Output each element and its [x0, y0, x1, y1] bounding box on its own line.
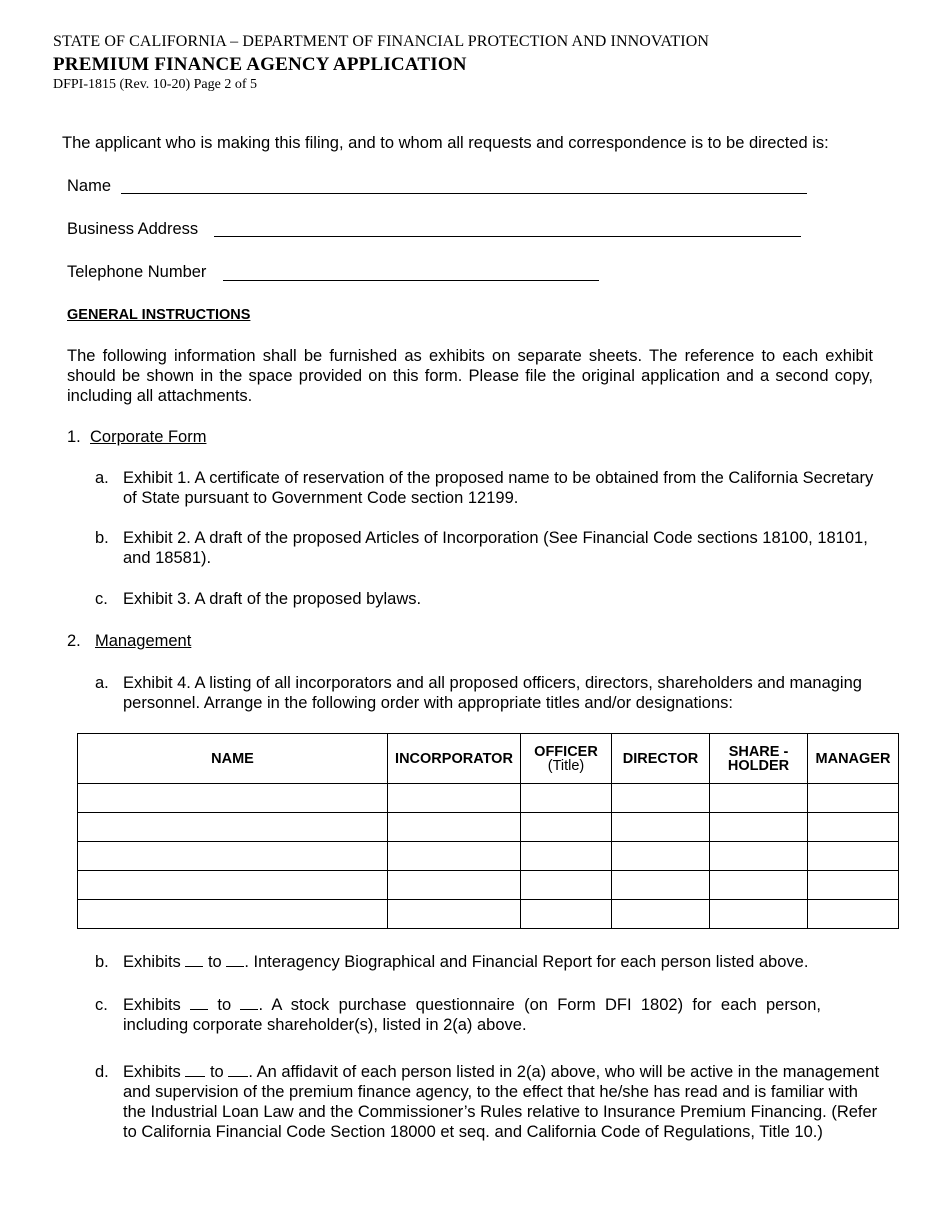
cell-officer[interactable]: [521, 871, 612, 900]
cell-shareholder[interactable]: [710, 784, 808, 813]
item-2d-letter: d.: [95, 1063, 109, 1081]
cell-incorporator[interactable]: [388, 813, 521, 842]
exhibit-from-field[interactable]: [185, 952, 203, 967]
cell-name[interactable]: [78, 784, 388, 813]
cell-director[interactable]: [612, 813, 710, 842]
cell-name[interactable]: [78, 813, 388, 842]
cell-incorporator[interactable]: [388, 871, 521, 900]
cell-shareholder[interactable]: [710, 842, 808, 871]
table-row: [78, 784, 899, 813]
applicant-intro: The applicant who is making this filing, and to whom all requests and correspondence is to be directed is:: [62, 134, 829, 152]
cell-incorporator[interactable]: [388, 900, 521, 929]
item-1b-letter: b.: [95, 529, 109, 547]
item-2c-text: Exhibits to . A stock purchase questionnaire (on Form DFI 1802) for each person, including corporate shareholder(s), listed in 2(a) above.: [123, 996, 821, 1034]
cell-shareholder[interactable]: [710, 871, 808, 900]
col-header-director: DIRECTOR: [612, 734, 710, 784]
name-field[interactable]: [121, 193, 807, 194]
business-address-label: Business Address: [67, 220, 199, 238]
table-row: [78, 900, 899, 929]
col-header-name: NAME: [78, 734, 388, 784]
cell-name[interactable]: [78, 900, 388, 929]
cell-manager[interactable]: [808, 813, 899, 842]
item-2a-letter: a.: [95, 674, 109, 692]
col-header-shareholder: SHARE - HOLDER: [710, 734, 808, 784]
name-label: Name: [67, 177, 112, 195]
col-header-incorporator: INCORPORATOR: [388, 734, 521, 784]
management-table: [77, 733, 899, 929]
telephone-label: Telephone Number: [67, 263, 207, 281]
table-header-row: [78, 734, 899, 784]
section-1-title: Corporate Form: [90, 428, 207, 446]
general-instructions-heading: GENERAL INSTRUCTIONS: [67, 307, 251, 323]
section-2-number: 2.: [67, 632, 81, 650]
cell-officer[interactable]: [521, 900, 612, 929]
cell-officer[interactable]: [521, 813, 612, 842]
business-address-field[interactable]: [214, 236, 801, 237]
cell-director[interactable]: [612, 871, 710, 900]
table-row: [78, 842, 899, 871]
item-2b-text: Exhibits to . Interagency Biographical and Financial Report for each person listed above.: [123, 953, 809, 971]
cell-officer[interactable]: [521, 842, 612, 871]
cell-manager[interactable]: [808, 871, 899, 900]
table-row: [78, 813, 899, 842]
cell-name[interactable]: [78, 871, 388, 900]
item-1a-text: Exhibit 1. A certificate of reservation of the proposed name to be obtained from the California Secretary of State pursuant to Government Code section 12199.: [123, 469, 874, 507]
cell-manager[interactable]: [808, 784, 899, 813]
item-2c-letter: c.: [95, 996, 108, 1014]
cell-officer[interactable]: [521, 784, 612, 813]
item-1b-text: Exhibit 2. A draft of the proposed Articles of Incorporation (See Financial Code sections 18100, 18101, and 18581).: [123, 529, 868, 567]
item-2b-letter: b.: [95, 953, 109, 971]
cell-director[interactable]: [612, 900, 710, 929]
item-1c-text: Exhibit 3. A draft of the proposed bylaws.: [123, 590, 422, 608]
cell-incorporator[interactable]: [388, 784, 521, 813]
cell-incorporator[interactable]: [388, 842, 521, 871]
exhibit-to-field[interactable]: [226, 952, 244, 967]
cell-director[interactable]: [612, 842, 710, 871]
item-2d-text: Exhibits to . An affidavit of each person listed in 2(a) above, who will be active in the management and supervision of the premium finance agency, to the effect that he/she has read and is familiar with the Industrial Loan Law and the Commissioner’s Rules relative to Insurance Premium Financing. (Refer to California Financial Code Section 18000 et seq. and California Code of Regulations, Title 10.): [123, 1063, 880, 1141]
telephone-field[interactable]: [223, 280, 599, 281]
form-number-page: DFPI-1815 (Rev. 10-20) Page 2 of 5: [53, 77, 258, 92]
item-1c-letter: c.: [95, 590, 108, 608]
cell-director[interactable]: [612, 784, 710, 813]
col-header-officer: OFFICER (Title): [521, 734, 612, 784]
exhibit-to-field[interactable]: [240, 995, 258, 1010]
cell-shareholder[interactable]: [710, 900, 808, 929]
item-2a-text: Exhibit 4. A listing of all incorporators and all proposed officers, directors, shareholders and managing personnel. Arrange in the following order with appropriate titles and/or designations:: [123, 674, 862, 712]
section-2-title: Management: [95, 632, 192, 650]
col-header-manager: MANAGER: [808, 734, 899, 784]
cell-manager[interactable]: [808, 900, 899, 929]
officer-title-subheader: (Title): [547, 757, 585, 774]
cell-shareholder[interactable]: [710, 813, 808, 842]
cell-manager[interactable]: [808, 842, 899, 871]
exhibit-from-field[interactable]: [185, 1062, 205, 1077]
section-1-number: 1.: [67, 428, 81, 446]
general-instructions-text: The following information shall be furnished as exhibits on separate sheets. The reference to each exhibit should be shown in the space provided on this form. Please file the original application and a second copy, including all attachments.: [67, 347, 873, 405]
table-row: [78, 871, 899, 900]
form-title: PREMIUM FINANCE AGENCY APPLICATION: [53, 54, 467, 75]
agency-header: STATE OF CALIFORNIA – DEPARTMENT OF FINANCIAL PROTECTION AND INNOVATION: [53, 33, 710, 50]
cell-name[interactable]: [78, 842, 388, 871]
item-1a-letter: a.: [95, 469, 109, 487]
exhibit-to-field[interactable]: [228, 1062, 248, 1077]
exhibit-from-field[interactable]: [190, 995, 208, 1010]
